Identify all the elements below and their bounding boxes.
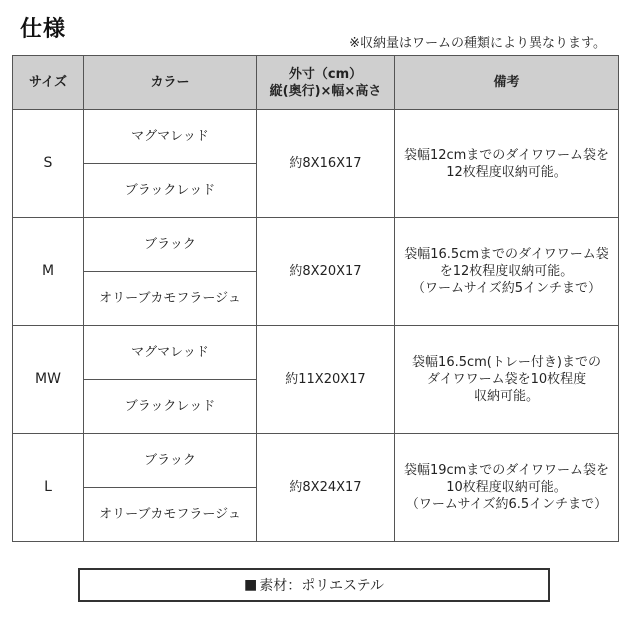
remark-cell [395,434,619,542]
table-row [13,434,619,488]
remark-line: （ワームサイズ約6.5インチまで） [405,497,608,512]
table-row [13,218,619,272]
remark-line: 袋幅19cmまでのダイワワーム袋を [403,463,610,478]
storage-note: ※収納量はワームの種類により異なります。 [349,36,606,51]
material-box [78,568,550,602]
remark-line: 10枚程度収納可能。 [446,480,567,495]
square-bullet-icon: ■ [244,577,258,593]
remark-line: （ワームサイズ約5インチまで） [412,281,601,296]
dimensions-cell: 約11X20X17 [257,326,395,434]
size-cell: S [13,110,84,218]
remark-line: 収納可能。 [473,389,539,404]
dimensions-cell: 約8X20X17 [257,218,395,326]
remark-cell [395,326,619,434]
remark-line: 袋幅16.5cm(トレー付き)までの [412,355,601,370]
header-size: サイズ [13,56,84,110]
remark-line: 袋幅12cmまでのダイワワーム袋を [403,147,610,163]
color-cell: ブラック [84,434,257,488]
remark-line: 12枚程度収納可能。 [446,164,567,180]
dimensions-cell: 約8X24X17 [257,434,395,542]
remark-line: ダイワワーム袋を10枚程度 [426,372,587,387]
header-dimensions [257,56,395,110]
color-cell: ブラックレッド [84,380,257,434]
dimensions-cell: 約8X16X17 [257,110,395,218]
remark-cell [395,218,619,326]
color-cell: ブラックレッド [84,164,257,218]
table-row [13,326,619,380]
size-cell: L [13,434,84,542]
size-cell: M [13,218,84,326]
color-cell: マグマレッド [84,110,257,164]
color-cell: マグマレッド [84,326,257,380]
size-cell: MW [13,326,84,434]
remark-line: を12枚程度収納可能。 [439,264,574,279]
table-header-row [13,56,619,110]
color-cell: ブラック [84,218,257,272]
remark-cell [395,110,619,218]
table-row [13,110,619,164]
header-color: カラー [84,56,257,110]
header-remark: 備考 [395,56,619,110]
spec-table [12,55,619,542]
header-dimensions-line2: 縦(奥行)×幅×高さ [269,83,382,99]
page-title: 仕様 [20,17,67,42]
color-cell: オリーブカモフラージュ [84,272,257,326]
material-text: 素材：ポリエステル [259,578,384,594]
remark-line: 袋幅16.5cmまでのダイワワーム袋 [404,247,609,262]
color-cell: オリーブカモフラージュ [84,488,257,542]
header-dimensions-line1: 外寸（cm） [288,66,363,82]
